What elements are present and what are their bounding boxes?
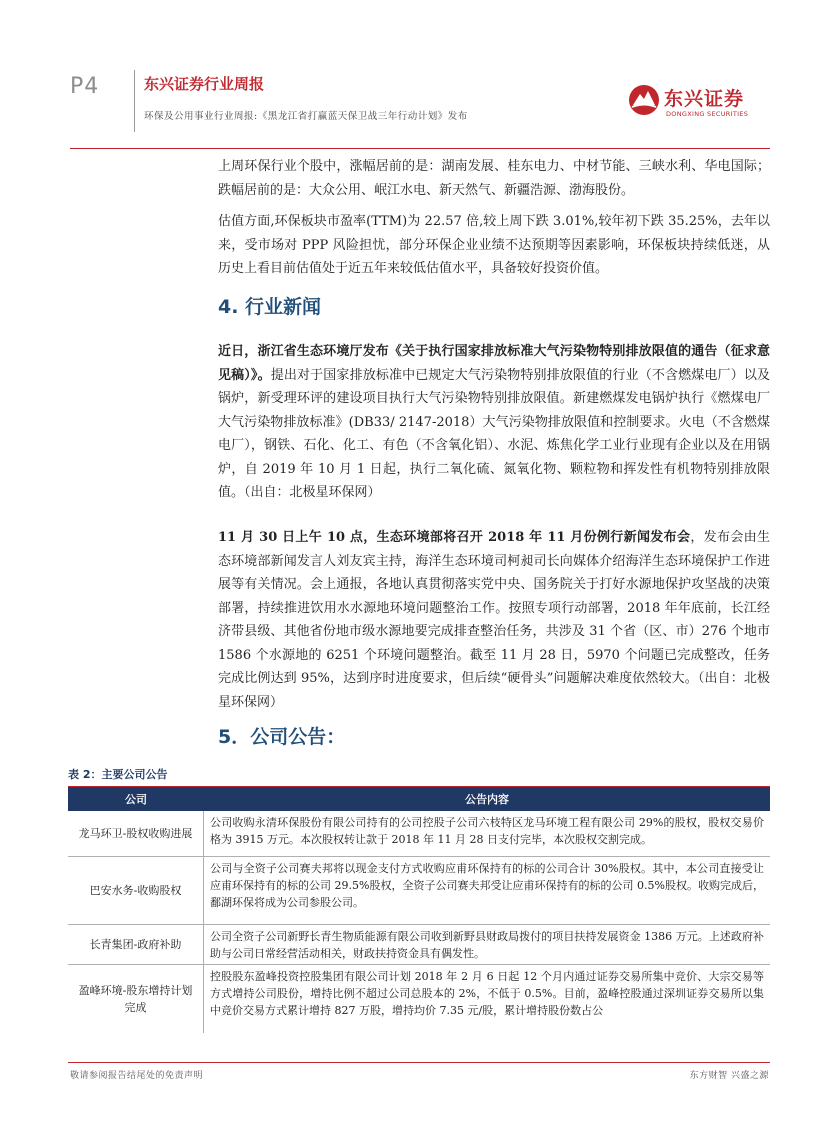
news-lead-press: 11 月 30 日上午 10 点，生态环境部将召开 2018 年 11 月份例行新闻发布会 (218, 530, 691, 545)
logo-text: 东兴证券 (664, 88, 745, 110)
logo-en-text: DONGXING SECURITIES (666, 110, 749, 118)
page-number: P4 (70, 74, 100, 99)
news-body-press: ，发布会由生态环境部新闻发言人刘友宾主持，海洋生态环境司柯昶司长向媒体介绍海洋生态环境保护工作进展等有关情况。会上通报，各地认真贯彻落实党中央、国务院关于打好水源地保护攻坚战的决策部署，持续推进饮用水水源地环境问题整治工作。按照专项行动部署，2018 年年底前，长江经济带县级、其他省份地市级水源地要完成排查整治任务，共涉及 31 个省（区、市）276 个地市 1586 个水源地的 6251 个环境问题整治。截至 11 月 28 日，5970 个问题已完成整改，任务完成比例达到 95%，达到序时进度要求，但后续“硬骨头”问题解决难度依然较大。（出自：北极星环保网） (218, 530, 770, 710)
column-header-content: 公告内容 (465, 793, 509, 806)
paragraph-valuation: 估值方面,环保板块市盈率(TTM)为 22.57 倍,较上周下跌 3.01%,较年初下跌 35.25%，去年以来，受市场对 PPP 风险担忧，部分环保企业业绩不达预期等因素影响，环保板块持续低迷，从历史上看目前估值处于近五年来较低估值水平，具备较好投资价值。 (218, 214, 770, 276)
report-title: 东兴证券行业周报 (144, 75, 265, 93)
header-divider (134, 70, 135, 132)
content-cell: 公司收购永清环保股份有限公司持有的公司控股子公司六枝特区龙马环境工程有限公司 29%的股权，股权交易价格为 3915 万元。本次股权转让款于 2018 年 11 月 28 日支付完毕，本次股权交割完成。 (210, 816, 764, 846)
content-cell: 控股股东盈峰投资控股集团有限公司计划 2018 年 2 月 6 日起 12 个月内通过证券交易所集中竞价、大宗交易等方式增持公司股份，增持比例不超过公司总股本的 2%，不低于 0.5%。目前，盈峰控股通过深圳证券交易所以集中竞价交易方式累计增持 827 万股，增持均价 7.35 元/股，累计增持股份数占公 (210, 970, 764, 1017)
table-caption: 表 2：主要公司公告 (68, 768, 168, 781)
section-heading-company-announcements: 5．公司公告： (218, 726, 346, 748)
paragraph-top-movers: 上周环保行业个股中，涨幅居前的是：湖南发展、桂东电力、中材节能、三峡水利、华电国际；跌幅居前的是：大众公用、岷江水电、新天然气、新疆浩源、渤海股份。 (218, 159, 770, 198)
footer-rule (68, 1062, 770, 1063)
company-cell: 龙马环卫-股权收购进展 (68, 811, 204, 856)
content-cell: 公司全资子公司新野长青生物质能源有限公司收到新野县财政局拨付的项目扶持发展资金 1386 万元。上述政府补助与公司日常经营活动相关，财政扶持资金具有偶发性。 (210, 930, 764, 960)
announcements-table (68, 786, 770, 1033)
company-cell: 巴安水务-收购股权 (68, 857, 204, 924)
news-body-zhejiang: 提出对于国家排放标准中已规定大气污染物特别排放限值的行业（不含燃煤电厂）以及锅炉，新受理环评的建设项目执行大气污染物特别排放限值。新建燃煤发电锅炉执行《燃煤电厂大气污染物排放标准》(DB33/ 2147-2018）大气污染物排放限值和控制要求。火电（不含燃煤电厂），钢铁、石化、化工、有色（不含氧化铝）、水泥、炼焦化学工业行业现有企业以及在用锅炉，自 2019 年 10 月 1 日起，执行二氧化硫、氮氧化物、颗粒物和挥发性有机物特别排放限值。（出自：北极星环保网） (218, 367, 770, 500)
company-cell: 盈峰环境-股东增持计划完成 (68, 965, 204, 1033)
footer-slogan: 东方财智 兴盛之源 (689, 1071, 769, 1081)
column-header-company: 公司 (125, 793, 147, 806)
header-rule (70, 148, 770, 149)
paragraph-news-press-conference (218, 526, 770, 714)
table-row (68, 965, 770, 1033)
table-header (68, 787, 770, 811)
company-cell: 长青集团-政府补助 (68, 925, 204, 964)
report-subtitle: 环保及公用事业行业周报:《黑龙江省打赢蓝天保卫战三年行动计划》发布 (144, 111, 468, 122)
footer-disclaimer: 敬请参阅报告结尾处的免责声明 (70, 1071, 204, 1081)
table-row (68, 925, 770, 965)
content-cell: 公司与全资子公司赛夫邦将以现金支付方式收购应甫环保持有的标的公司合计 30%股权。其中，本公司直接受让应甫环保持有的标的公司 29.5%股权，全资子公司赛夫邦受让应甫环保持有的标的公司 0.5%股权。收购完成后，鄱湖环保将成为公司参股公司。 (210, 862, 764, 909)
news-lead-zhejiang: 近日，浙江省生态环境厅发布《关于执行国家排放标准大气污染物特别排放限值的通告（征求意见稿）》。 (218, 344, 770, 383)
table-row (68, 857, 770, 925)
paragraph-news-zhejiang (218, 340, 770, 505)
table-row (68, 811, 770, 857)
section-heading-industry-news: 4. 行业新闻 (218, 296, 322, 318)
